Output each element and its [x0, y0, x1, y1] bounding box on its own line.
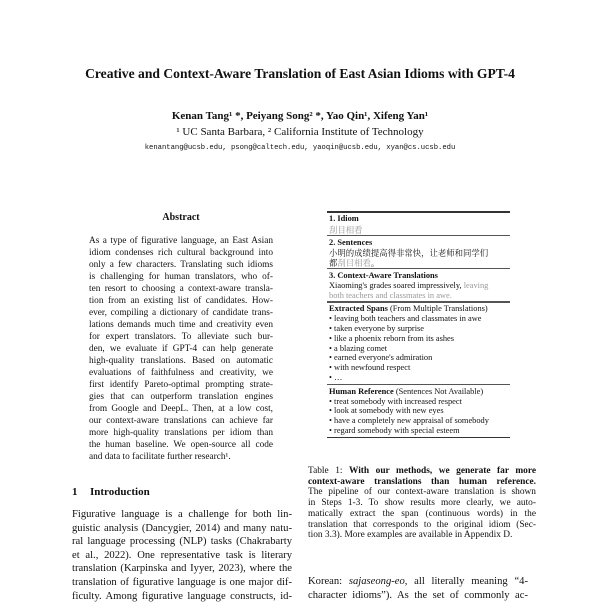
text-span: matically extract the span (continuous words) in the — [308, 508, 536, 519]
text-span: translation that corresponds to the original idiom (Sec- — [308, 519, 536, 530]
abstract-line: only a few characters. Translating such idioms — [89, 260, 273, 270]
table-cell-line — [329, 406, 510, 415]
paper-title: Creative and Context-Aware Translation of East Asian Idioms with GPT-4 — [85, 66, 515, 81]
abstract-heading: Abstract — [162, 212, 200, 223]
table-section-heading — [329, 387, 510, 396]
table-section-heading — [329, 304, 510, 313]
abstract-line: and data to facilitate further research¹. — [89, 452, 231, 462]
text-span: 刮目相看 — [337, 259, 371, 269]
text-span: Human Reference — [329, 386, 394, 396]
text-span: character idioms”). As the set of commonly ac- — [308, 590, 528, 601]
text-span: , all literally meaning “4- — [404, 576, 528, 587]
text-span: Table 1: — [308, 466, 349, 476]
abstract-line: ever, compiling a dictionary of candidate trans- — [89, 308, 273, 318]
table-cell-line — [329, 291, 510, 300]
text-span: 刮目相看 — [329, 225, 363, 235]
intro-line: translation (Karpinska and Iyyer, 2023), where the — [72, 563, 292, 575]
table-bottom-rule — [327, 437, 510, 439]
table-section-heading — [329, 271, 510, 280]
text-span: • with newfound respect — [329, 363, 411, 373]
abstract-line: more high-quality translations per idiom than — [89, 428, 273, 438]
text-span: context-aware translations than human reference. — [308, 476, 536, 487]
caption-line — [308, 466, 536, 476]
abstract-line: ten resort to choosing a context-aware transla- — [89, 284, 273, 294]
table-divider — [327, 301, 510, 302]
abstract-line: the human baseline. We open-source all code — [89, 440, 273, 450]
text-span: • treat somebody with increased respect — [329, 396, 462, 406]
table-cell-line — [329, 373, 510, 382]
text-span: • … — [329, 373, 343, 382]
abstract-line: lations demands much time and creativity even — [89, 320, 273, 330]
authors: Kenan Tang¹ *, Peiyang Song² *, Yao Qin¹, Xifeng Yan¹ — [171, 110, 429, 122]
table-top-rule — [327, 211, 510, 213]
text-span: • earned everyone's admiration — [329, 353, 433, 363]
text-span: • a blazing comet — [329, 343, 388, 353]
section-heading-introduction — [72, 486, 150, 498]
table-divider — [327, 268, 510, 269]
text-span: • regard somebody with special esteem — [329, 426, 460, 435]
table-section-heading — [329, 214, 510, 223]
section-title: Introduction — [90, 486, 150, 498]
abstract-line: high-quality translations. Based on automatic — [89, 356, 273, 366]
text-span: 1. Idiom — [329, 214, 359, 223]
text-span: 小明的成绩提高得非常快，让老师和同学们 — [329, 249, 489, 259]
body-line — [308, 590, 528, 601]
text-span: 。 — [370, 259, 380, 269]
text-span: leaving — [463, 280, 489, 290]
table-section-heading — [329, 238, 510, 247]
abstract-line: our context-aware translations can achieve far — [89, 416, 273, 426]
text-span: 3. Context-Aware Translations — [329, 271, 438, 280]
caption-line — [308, 520, 536, 530]
text-span: • like a phoenix reborn from its ashes — [329, 333, 455, 343]
table-cell-line — [329, 281, 510, 290]
abstract-line: tion from an existing list of candidates. How- — [89, 296, 273, 306]
section-number: 1 — [72, 486, 78, 498]
intro-line: Figurative language is a challenge for both lin- — [72, 509, 292, 520]
text-span: Korean: — [308, 576, 349, 587]
emails: kenantang@ucsb.edu, psong@caltech.edu, yaoqin@ucsb.edu, xyan@cs.ucsb.edu — [144, 144, 456, 152]
text-span: • leaving both teachers and classmates in awe — [329, 314, 482, 324]
text-span: tion 3.3). More examples are available in Appendix D. — [308, 530, 513, 541]
caption-line — [308, 487, 536, 497]
caption-line — [308, 477, 536, 487]
text-span: The pipeline of our context-aware translation is shown — [308, 487, 536, 498]
text-span: • taken everyone by surprise — [329, 324, 425, 333]
text-span: • look at somebody with new eyes — [329, 406, 444, 416]
intro-line: ficulty. Among figurative language constructs, id- — [72, 590, 292, 602]
body-line — [308, 576, 528, 587]
table-cell-line — [329, 344, 510, 353]
table-cell-line — [329, 353, 510, 362]
intro-line: et al., 2022). One representative task is literary — [72, 549, 292, 561]
text-span: sajaseong-eo — [348, 576, 405, 587]
text-span: (Sentences Not Available) — [393, 386, 484, 396]
caption-line — [308, 509, 536, 519]
abstract-line: idiom condenses rich cultural background into — [89, 248, 273, 258]
text-span: • have a completely new appraisal of somebody — [329, 416, 489, 426]
table-cell-line — [329, 397, 510, 406]
abstract-line: first identify Pareto-optimal prompting strate- — [89, 380, 273, 390]
intro-line: translation of figurative language is one major dif- — [72, 577, 292, 588]
abstract-line: As a type of figurative language, an East Asian — [89, 236, 273, 246]
abstract-line: gies that can outperform translation engines — [89, 392, 273, 402]
text-span: in Steps 1-3. To show results more clearly, we auto- — [308, 498, 536, 509]
text-span: 2. Sentences — [329, 237, 373, 247]
text-span: 都 — [329, 259, 338, 269]
text-span: Xiaoming's grades soared impressively, — [329, 280, 464, 290]
table-cell-line — [329, 426, 510, 435]
text-span: (From Multiple Translations) — [387, 304, 488, 314]
text-span: With our methods, we generate far more — [349, 466, 536, 476]
abstract-line: from Google and DeepL. Then, at a low cost, — [89, 404, 273, 414]
table-divider — [327, 384, 510, 385]
text-span: Extracted Spans — [329, 304, 388, 314]
abstract-line: den, we evaluate if GPT-4 can help generate — [89, 344, 273, 354]
caption-line — [308, 530, 536, 540]
caption-line — [308, 498, 536, 508]
intro-line: guistic analysis (Dancygier, 2014) and many natu- — [72, 522, 292, 534]
abstract-line: for expert translators. To alleviate such bur- — [89, 332, 273, 342]
abstract-line: evaluations of faithfulness and creativity, we — [89, 368, 273, 378]
text-span: both teachers and classmates in awe. — [329, 290, 452, 300]
table-divider — [327, 235, 510, 236]
table-cell-line — [329, 363, 510, 372]
abstract-line: is challenging for human translators, who of- — [89, 272, 273, 282]
table-cell-line — [329, 334, 510, 343]
intro-line: ral language processing (NLP) tasks (Chakrabarty — [72, 536, 292, 548]
affiliations: ¹ UC Santa Barbara, ² California Institute of Technology — [176, 126, 424, 138]
table-cell-line — [329, 314, 510, 323]
table-cell-line — [329, 416, 510, 425]
table-cell-line — [329, 324, 510, 333]
